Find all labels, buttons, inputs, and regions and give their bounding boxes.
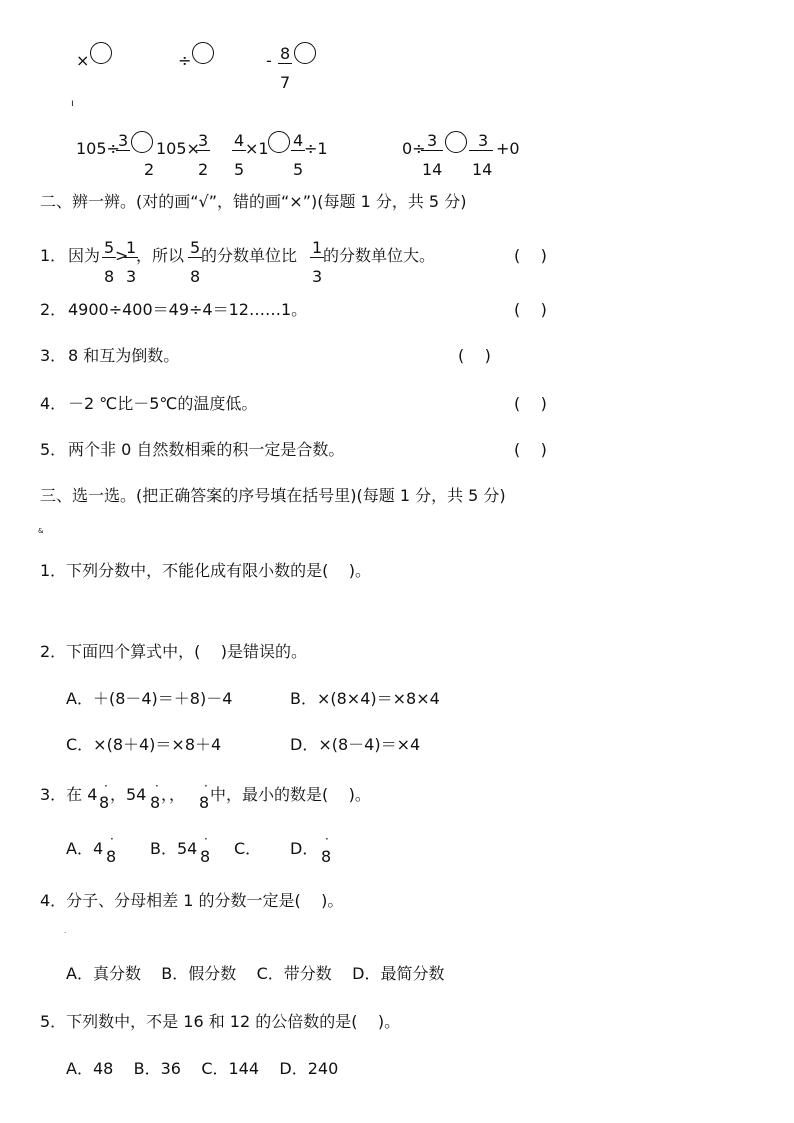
- option-d[interactable]: D．: [290, 839, 319, 858]
- stray-mark: &: [38, 527, 44, 535]
- fraction-bar: [278, 63, 292, 64]
- question-text: 3．在 4: [40, 785, 98, 804]
- answer-circle[interactable]: [294, 42, 316, 64]
- item-text: ，所以: [136, 246, 185, 265]
- minus-sign: -: [266, 51, 272, 70]
- expr-text: 105÷: [76, 139, 120, 158]
- subscript-digit: 8: [321, 847, 332, 866]
- answer-parens[interactable]: ( ): [514, 440, 547, 459]
- item-text: 两个非 0 自然数相乘的积一定是合数。: [68, 440, 345, 459]
- item-number: 1．: [40, 246, 67, 265]
- subscript-digit: 8: [200, 847, 211, 866]
- option-b[interactable]: B．×(8×4)＝×8×4: [290, 689, 440, 708]
- fraction-numerator: 3: [198, 131, 209, 150]
- option-b[interactable]: B．54: [150, 839, 198, 858]
- item-text: 的分数单位大。: [323, 246, 436, 265]
- repeat-dot: ·: [110, 832, 114, 846]
- answer-circle[interactable]: [268, 131, 290, 153]
- question-text: ，，: [161, 785, 186, 804]
- item-number: 3．: [40, 346, 67, 365]
- fraction-denominator: 7: [280, 73, 291, 92]
- fraction-bar: [188, 257, 202, 258]
- greater-than-sign: >: [115, 246, 129, 265]
- repeat-dot: ·: [204, 832, 208, 846]
- expr-text: ÷1: [304, 139, 328, 158]
- repeat-dot: ·: [104, 779, 108, 793]
- fraction-denominator: 2: [198, 160, 209, 179]
- repeat-dot: ·: [204, 779, 208, 793]
- item-number: 5．: [40, 440, 67, 459]
- fraction-denominator: 3: [312, 267, 323, 286]
- fraction-numerator: 5: [190, 238, 201, 257]
- subscript-digit: 8: [99, 793, 110, 812]
- answer-parens[interactable]: ( ): [514, 300, 547, 319]
- fraction-denominator: 14: [472, 160, 493, 179]
- section-heading: 二、辨一辨。(对的画“√”，错的画“×”)(每题 1 分，共 5 分): [40, 192, 467, 211]
- fraction-numerator: 1: [126, 238, 137, 257]
- expr-text: 105×: [156, 139, 200, 158]
- fraction-numerator: 3: [427, 131, 438, 150]
- fraction-denominator: 5: [234, 160, 245, 179]
- fraction-numerator: 1: [312, 238, 323, 257]
- expr-text: ×1: [245, 139, 269, 158]
- answer-circle[interactable]: [131, 131, 153, 153]
- item-number: 4．: [40, 394, 67, 413]
- option-c[interactable]: C．×(8＋4)＝×8＋4: [66, 735, 222, 754]
- answer-parens[interactable]: ( ): [514, 246, 547, 265]
- fraction-denominator: 3: [126, 267, 137, 286]
- question-text: 2．下面四个算式中，( )是错误的。: [40, 642, 308, 661]
- item-text: 4900÷400＝49÷4＝12……1。: [68, 300, 308, 319]
- option-a[interactable]: A．4: [66, 839, 104, 858]
- expr-text: +0: [496, 139, 520, 158]
- fraction-numerator: 8: [280, 44, 291, 63]
- fraction-numerator: 3: [118, 131, 129, 150]
- fraction-bar: [310, 257, 324, 258]
- answer-parens[interactable]: ( ): [514, 394, 547, 413]
- fraction-bar: [421, 150, 443, 151]
- answer-circle[interactable]: [90, 42, 112, 64]
- fraction-denominator: 5: [293, 160, 304, 179]
- option-d[interactable]: D．×(8－4)＝×4: [290, 735, 421, 754]
- answer-circle[interactable]: [445, 131, 467, 153]
- question-text: 5．下列数中，不是 16 和 12 的公倍数的是( )。: [40, 1012, 401, 1031]
- stray-mark: ·: [64, 929, 67, 937]
- fraction-bar: [116, 150, 130, 151]
- expr-text: 0÷: [402, 139, 426, 158]
- fraction-bar: [291, 150, 305, 151]
- item-number: 2．: [40, 300, 67, 319]
- fraction-denominator: 8: [104, 267, 115, 286]
- repeat-dot: ·: [155, 779, 159, 793]
- fraction-denominator: 14: [422, 160, 443, 179]
- fraction-denominator: 2: [144, 160, 155, 179]
- question-text: ，54: [110, 785, 147, 804]
- divide-sign: ÷: [178, 51, 192, 70]
- item-text: －2 ℃比－5℃的温度低。: [68, 394, 258, 413]
- fraction-numerator: 4: [293, 131, 304, 150]
- fraction-denominator: 8: [190, 267, 201, 286]
- options-row[interactable]: A．48 B．36 C．144 D．240: [66, 1059, 339, 1078]
- fraction-numerator: 5: [104, 238, 115, 257]
- fraction-bar: [102, 257, 116, 258]
- option-c[interactable]: C．: [234, 839, 262, 858]
- times-sign: ×: [76, 51, 90, 70]
- answer-parens[interactable]: ( ): [458, 346, 491, 365]
- item-text: 因为: [68, 246, 101, 265]
- subscript-digit: 8: [150, 793, 161, 812]
- section-heading: 三、选一选。(把正确答案的序号填在括号里)(每题 1 分，共 5 分): [40, 486, 506, 505]
- fraction-numerator: 3: [478, 131, 489, 150]
- options-row[interactable]: A．真分数 B．假分数 C．带分数 D．最简分数: [66, 964, 445, 983]
- answer-circle[interactable]: [192, 42, 214, 64]
- item-text: 8 和互为倒数。: [68, 346, 180, 365]
- item-text: 的分数单位比: [201, 246, 298, 265]
- question-text: 4．分子、分母相差 1 的分数一定是( )。: [40, 891, 344, 910]
- fraction-bar: [232, 150, 246, 151]
- option-a[interactable]: A．＋(8－4)＝＋8)－4: [66, 689, 233, 708]
- subscript-digit: 8: [106, 847, 117, 866]
- stray-tick: ı: [71, 98, 74, 109]
- repeat-dot: ·: [325, 832, 329, 846]
- subscript-digit: 8: [199, 793, 210, 812]
- fraction-numerator: 4: [234, 131, 245, 150]
- fraction-bar: [469, 150, 493, 151]
- question-text: 中，最小的数是( )。: [210, 785, 371, 804]
- question-text: 1．下列分数中，不能化成有限小数的是( )。: [40, 561, 372, 580]
- fraction-bar: [196, 150, 210, 151]
